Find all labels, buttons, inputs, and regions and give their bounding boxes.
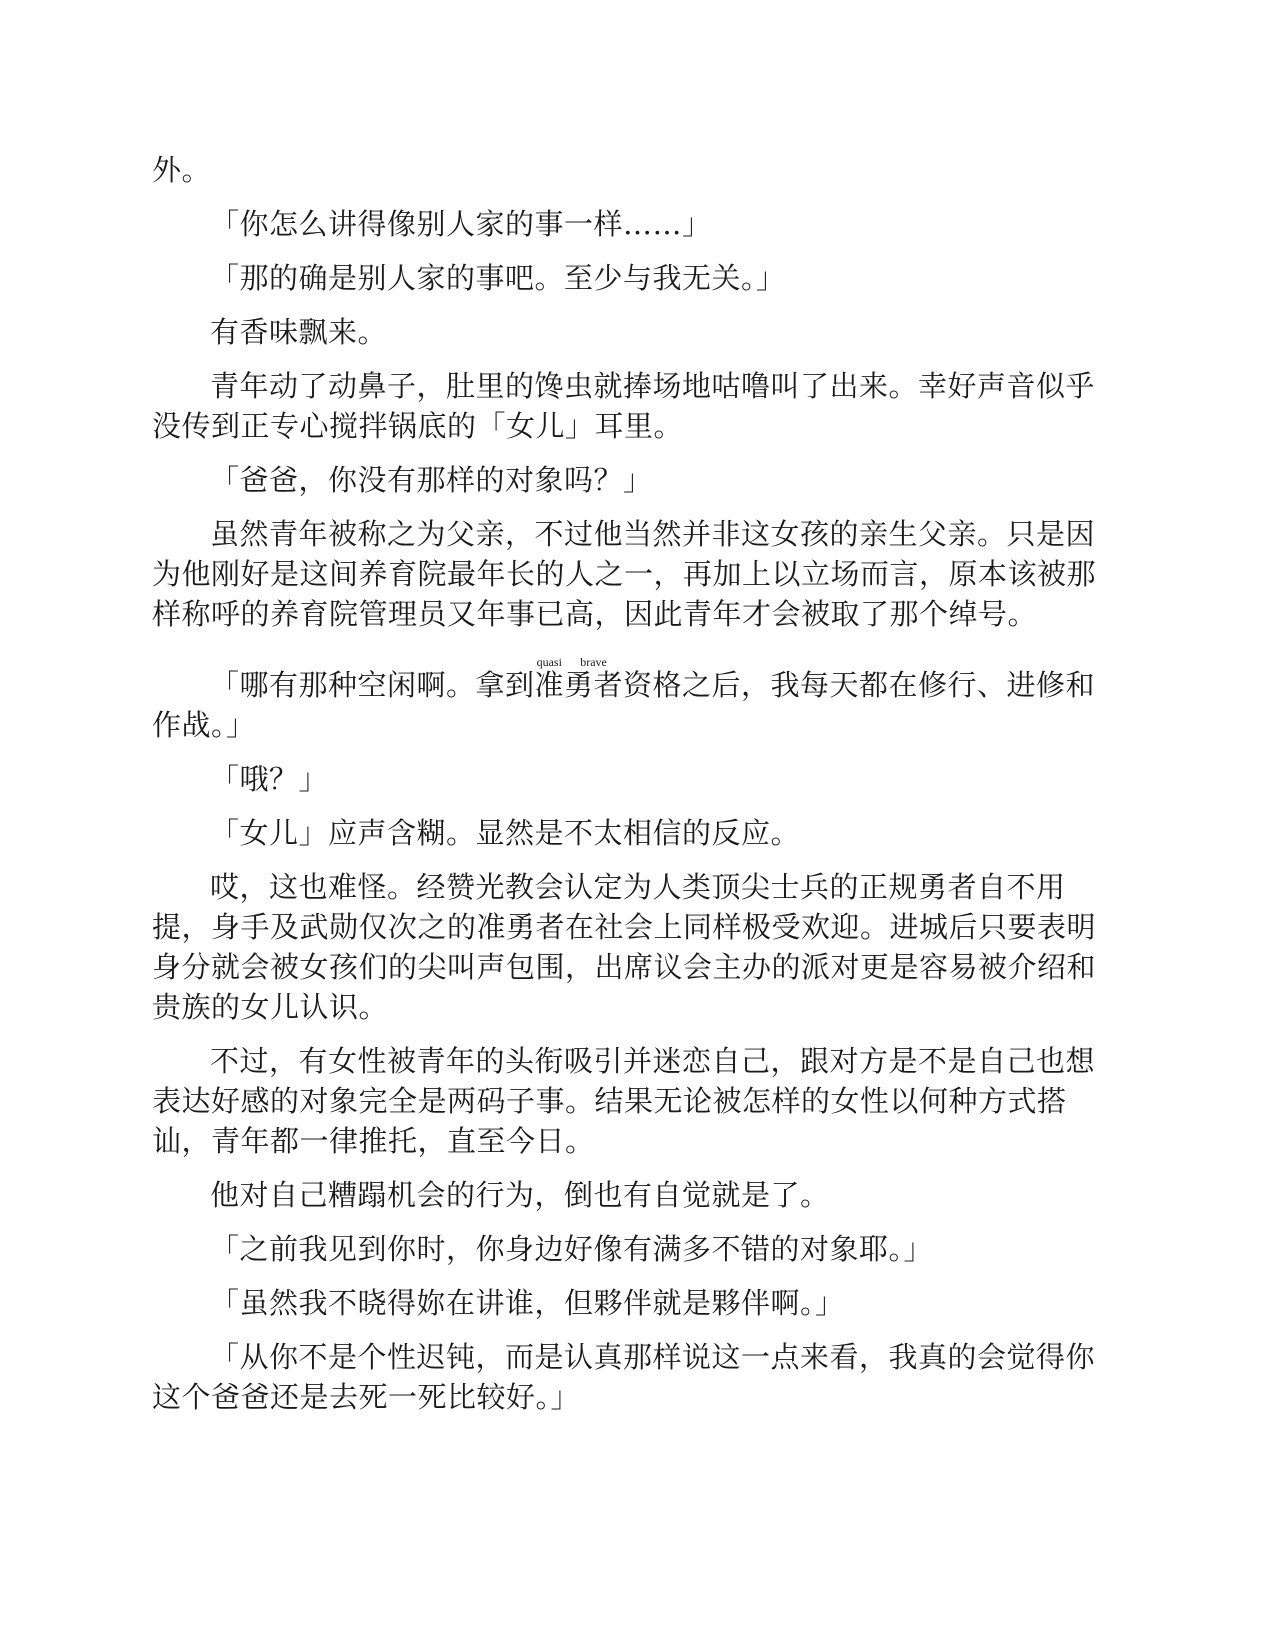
ruby-annotation [564,655,624,702]
dialogue-paragraph: 「哦？」 [210,762,329,796]
text-segment: 资格之后，我每天都在修行、进修和作战。」 [152,668,1096,742]
body-text [152,150,1122,1431]
ruby-base: 准 [534,668,565,702]
text-segment: 「哪有那种空闲啊。拿到 [210,668,535,702]
paragraph: 有香味飘来。 [210,315,388,349]
paragraph: 他对自己糟蹋机会的行为，倒也有自觉就是了。 [210,1178,830,1212]
paragraph: 哎，这也难怪。经赞光教会认定为人类顶尖士兵的正规勇者自不用提，身手及武勋仅次之的准勇者在社会上同样极受欢迎。进城后只要表明身分就会被女孩们的尖叫声包围，出席议会主办的派对更是容易被介绍和贵族的女儿认识。 [152,870,1097,1024]
ruby-annotation [534,655,565,702]
paragraph: 「女儿」应声含糊。显然是不太相信的反应。 [210,816,801,850]
dialogue-paragraph-with-ruby [152,656,1122,745]
paragraph: 虽然青年被称之为父亲，不过他当然并非这女孩的亲生父亲。只是因为他刚好是这间养育院最年长的人之一，再加上以立场而言，原本该被那样称呼的养育院管理员又年事已高，因此青年才会被取了那个绰号。 [152,517,1097,631]
paragraph: 青年动了动鼻子，肚里的馋虫就捧场地咕噜叫了出来。幸好声音似乎没传到正专心搅拌锅底的「女儿」耳里。 [152,369,1096,443]
ruby-base: 勇者 [564,668,624,702]
dialogue-paragraph: 「虽然我不晓得妳在讲谁，但夥伴就是夥伴啊。」 [210,1286,845,1320]
ruby-text: brave [564,655,624,669]
dialogue-paragraph: 「之前我见到你时，你身边好像有满多不错的对象耶。」 [210,1232,934,1266]
dialogue-paragraph: 「那的确是别人家的事吧。至少与我无关。」 [210,261,786,295]
ruby-text: quasi [534,655,565,669]
dialogue-paragraph: 「爸爸，你没有那样的对象吗？」 [210,463,653,497]
dialogue-paragraph: 「从你不是个性迟钝，而是认真那样说这一点来看，我真的会觉得你这个爸爸还是去死一死比较好。」 [152,1340,1096,1414]
paragraph: 不过，有女性被青年的头衔吸引并迷恋自己，跟对方是不是自己也想表达好感的对象完全是两码子事。结果无论被怎样的女性以何种方式搭讪，青年都一律推托，直至今日。 [152,1044,1096,1158]
dialogue-paragraph: 「你怎么讲得像别人家的事一样……」 [210,207,712,241]
paragraph: 外。 [152,153,212,187]
